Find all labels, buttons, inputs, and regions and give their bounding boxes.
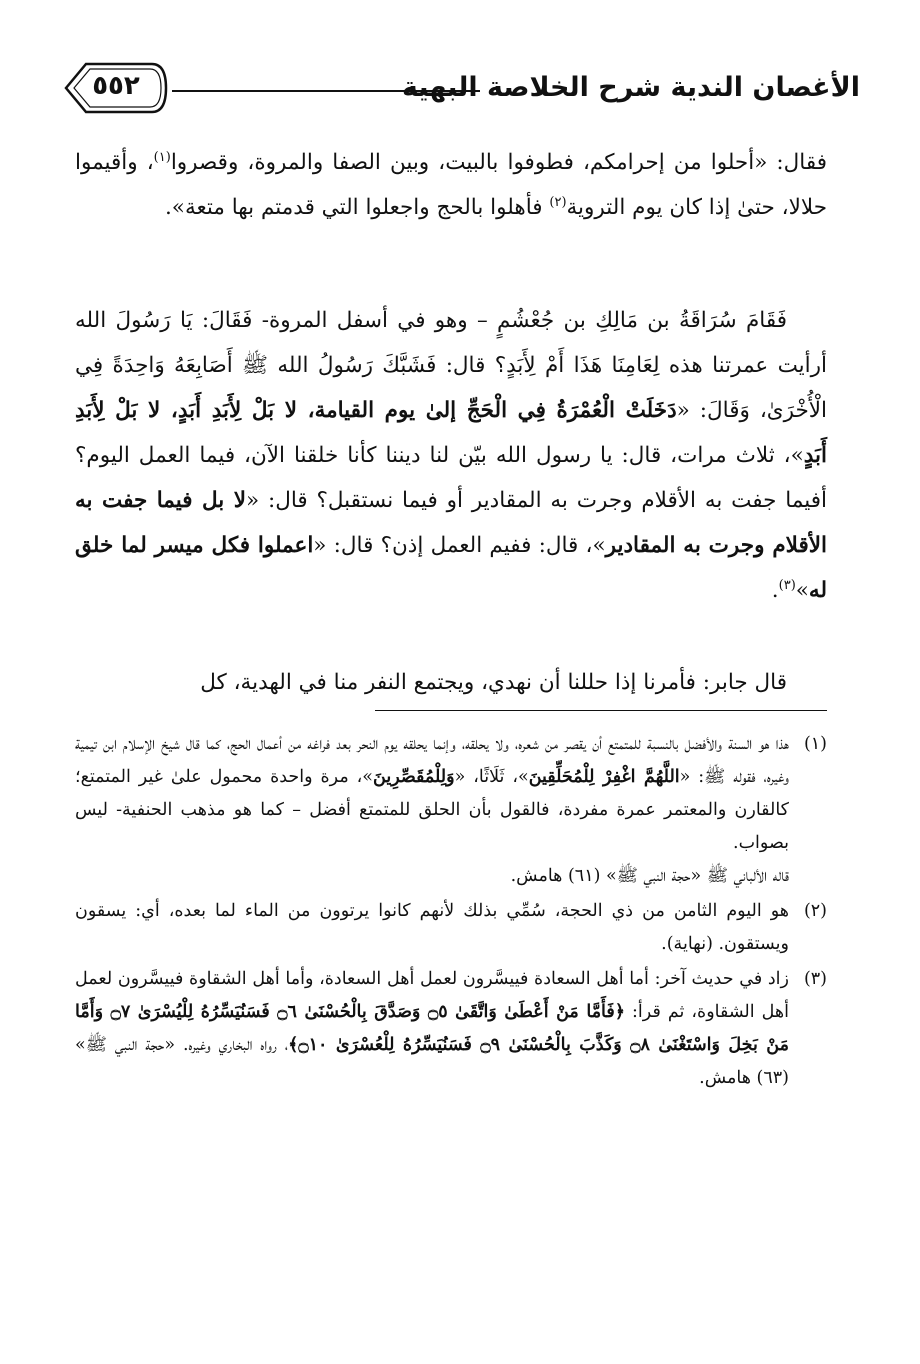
hadith-quote: اللَّهُمَّ اغْفِرْ لِلْمُحَلِّقِينَ — [528, 767, 680, 787]
footnote-ref-3[interactable]: (٣) — [778, 577, 796, 593]
text: ، رواه البخاري وغيره. «حجة النبي ﷺ» (٦٣) هامش. — [75, 1035, 789, 1088]
text: »، ثَلَاثًا، « — [454, 767, 529, 787]
text: قال جابر: فأمرنا إذا حللنا أن نهدي، ويجتمع النفر منا في الهدية، كل — [200, 670, 787, 695]
footnote-number: (٣) — [803, 969, 827, 989]
text: » — [795, 578, 809, 603]
text: »، قال: ففيم العمل إذن؟ قال: « — [313, 533, 606, 558]
footnote-separator — [375, 710, 827, 711]
page-number: ٥٥٢ — [92, 71, 140, 101]
hadith-quote: دَخَلَتْ الْعُمْرَةُ فِي الْحَجِّ إلىٰ يوم القيامة، لا بَلْ لِأَبَدِ أَبَدٍ، لا بَلْ لِأَبَدِ أَبَدٍ — [75, 398, 827, 468]
text: ، وأقيموا حلالا، حتىٰ إذا كان يوم التروية — [75, 150, 827, 220]
text: فقال: «أحلوا من إحرامكم، فطوفوا بالبيت، وبين الصفا والمروة، وقصروا — [170, 150, 828, 175]
page-number-badge — [60, 58, 172, 118]
text: »، ثلاث مرات، قال: يا رسول الله بيّن لنا ديننا كأنا خلقنا الآن، فيما العمل اليوم؟ أفيما جفت به الأقلام وجرت به المقادير أو فيما نستقبل؟ قال: « — [75, 443, 827, 513]
footnote-3 — [75, 963, 827, 1095]
text: »، مرة واحدة محمول علىٰ غير المتمتع؛ كالقارن والمعتمر عمرة مفردة، فالقول بأن الحلق للمتمتع أفضل – كما هو مذهب الحنفية- ليس بصواب. — [75, 767, 789, 853]
hadith-quote: اعملوا فكل ميسر لما خلق له — [75, 533, 827, 603]
hadith-quote: وَلِلْمُقَصِّرِينَ — [373, 767, 455, 787]
paragraph-2 — [75, 298, 827, 613]
text: فَقَامَ سُرَاقَةُ بن مَالِكِ بن جُعْشُمٍ – وهو في أسفل المروة- فَقَالَ: يَا رَسُولَ الله أرأيت عمرتنا هذه لِعَامِنَا هَذَا أَمْ لِأَبَدٍ؟ قال: فَشَبَّكَ رَسُولُ الله ﷺ أَصَابِعَهُ وَاحِدَةً فِي الْأُخْرَىٰ، وَقَالَ: « — [75, 308, 827, 423]
footnote-2 — [75, 895, 827, 961]
text: هذا هو السنة والأفضل بالنسبة للمتمتع أن يقصر من شعره، ولا يحلقه، وإنما يحلقه يوم النحر بعد فراغه من أعمال الحج، كما قال شيخ الإسلام ابن تيمية وغيره، فقوله ﷺ: « — [75, 734, 789, 787]
text: زاد في حديث آخر: أما أهل السعادة فييسَّرون لعمل أهل السعادة، وأما أهل الشقاوة فييسَّرون لعمل أهل الشقاوة، ثم قرأ: — [75, 969, 789, 1022]
footnote-ref-2[interactable]: (٢) — [549, 194, 567, 210]
footnote-number: (٢) — [803, 901, 827, 921]
text: فأهلوا بالحج واجعلوا التي قدمتم بها متعة». — [164, 195, 550, 220]
paragraph-3 — [75, 660, 827, 705]
footnote-source: قاله الألباني ﷺ «حجة النبي ﷺ» (٦١) هامش. — [510, 866, 789, 886]
paragraph-1 — [75, 140, 827, 230]
footnote-ref-1[interactable]: (١) — [153, 149, 171, 165]
footnote-1 — [75, 728, 827, 893]
book-title: الأغصان الندية شرح الخلاصة البهية — [402, 72, 860, 103]
page-header — [60, 58, 860, 118]
text: هو اليوم الثامن من ذي الحجة، سُمِّي بذلك لأنهم كانوا يرتوون من الماء لما بعده، أي: يسقون ويستقون. (نهاية). — [75, 901, 789, 954]
quran-verse: ﴿فَأَمَّا مَنْ أَعْطَىٰ وَاتَّقَىٰ ۝٥ وَصَدَّقَ بِالْحُسْنَىٰ ۝٦ فَسَنُيَسِّرُهُ لِلْيُسْرَىٰ ۝٧ وَأَمَّا مَنْ بَخِلَ وَاسْتَغْنَىٰ ۝٨ وَكَذَّبَ بِالْحُسْنَىٰ ۝٩ فَسَنُيَسِّرُهُ لِلْعُسْرَىٰ ۝١٠﴾ — [75, 1002, 789, 1055]
footnote-number: (١) — [803, 734, 827, 754]
hadith-quote: لا بل فيما جفت به الأقلام وجرت به المقادير — [75, 488, 827, 558]
footnotes — [75, 728, 827, 1097]
text: . — [771, 578, 779, 603]
